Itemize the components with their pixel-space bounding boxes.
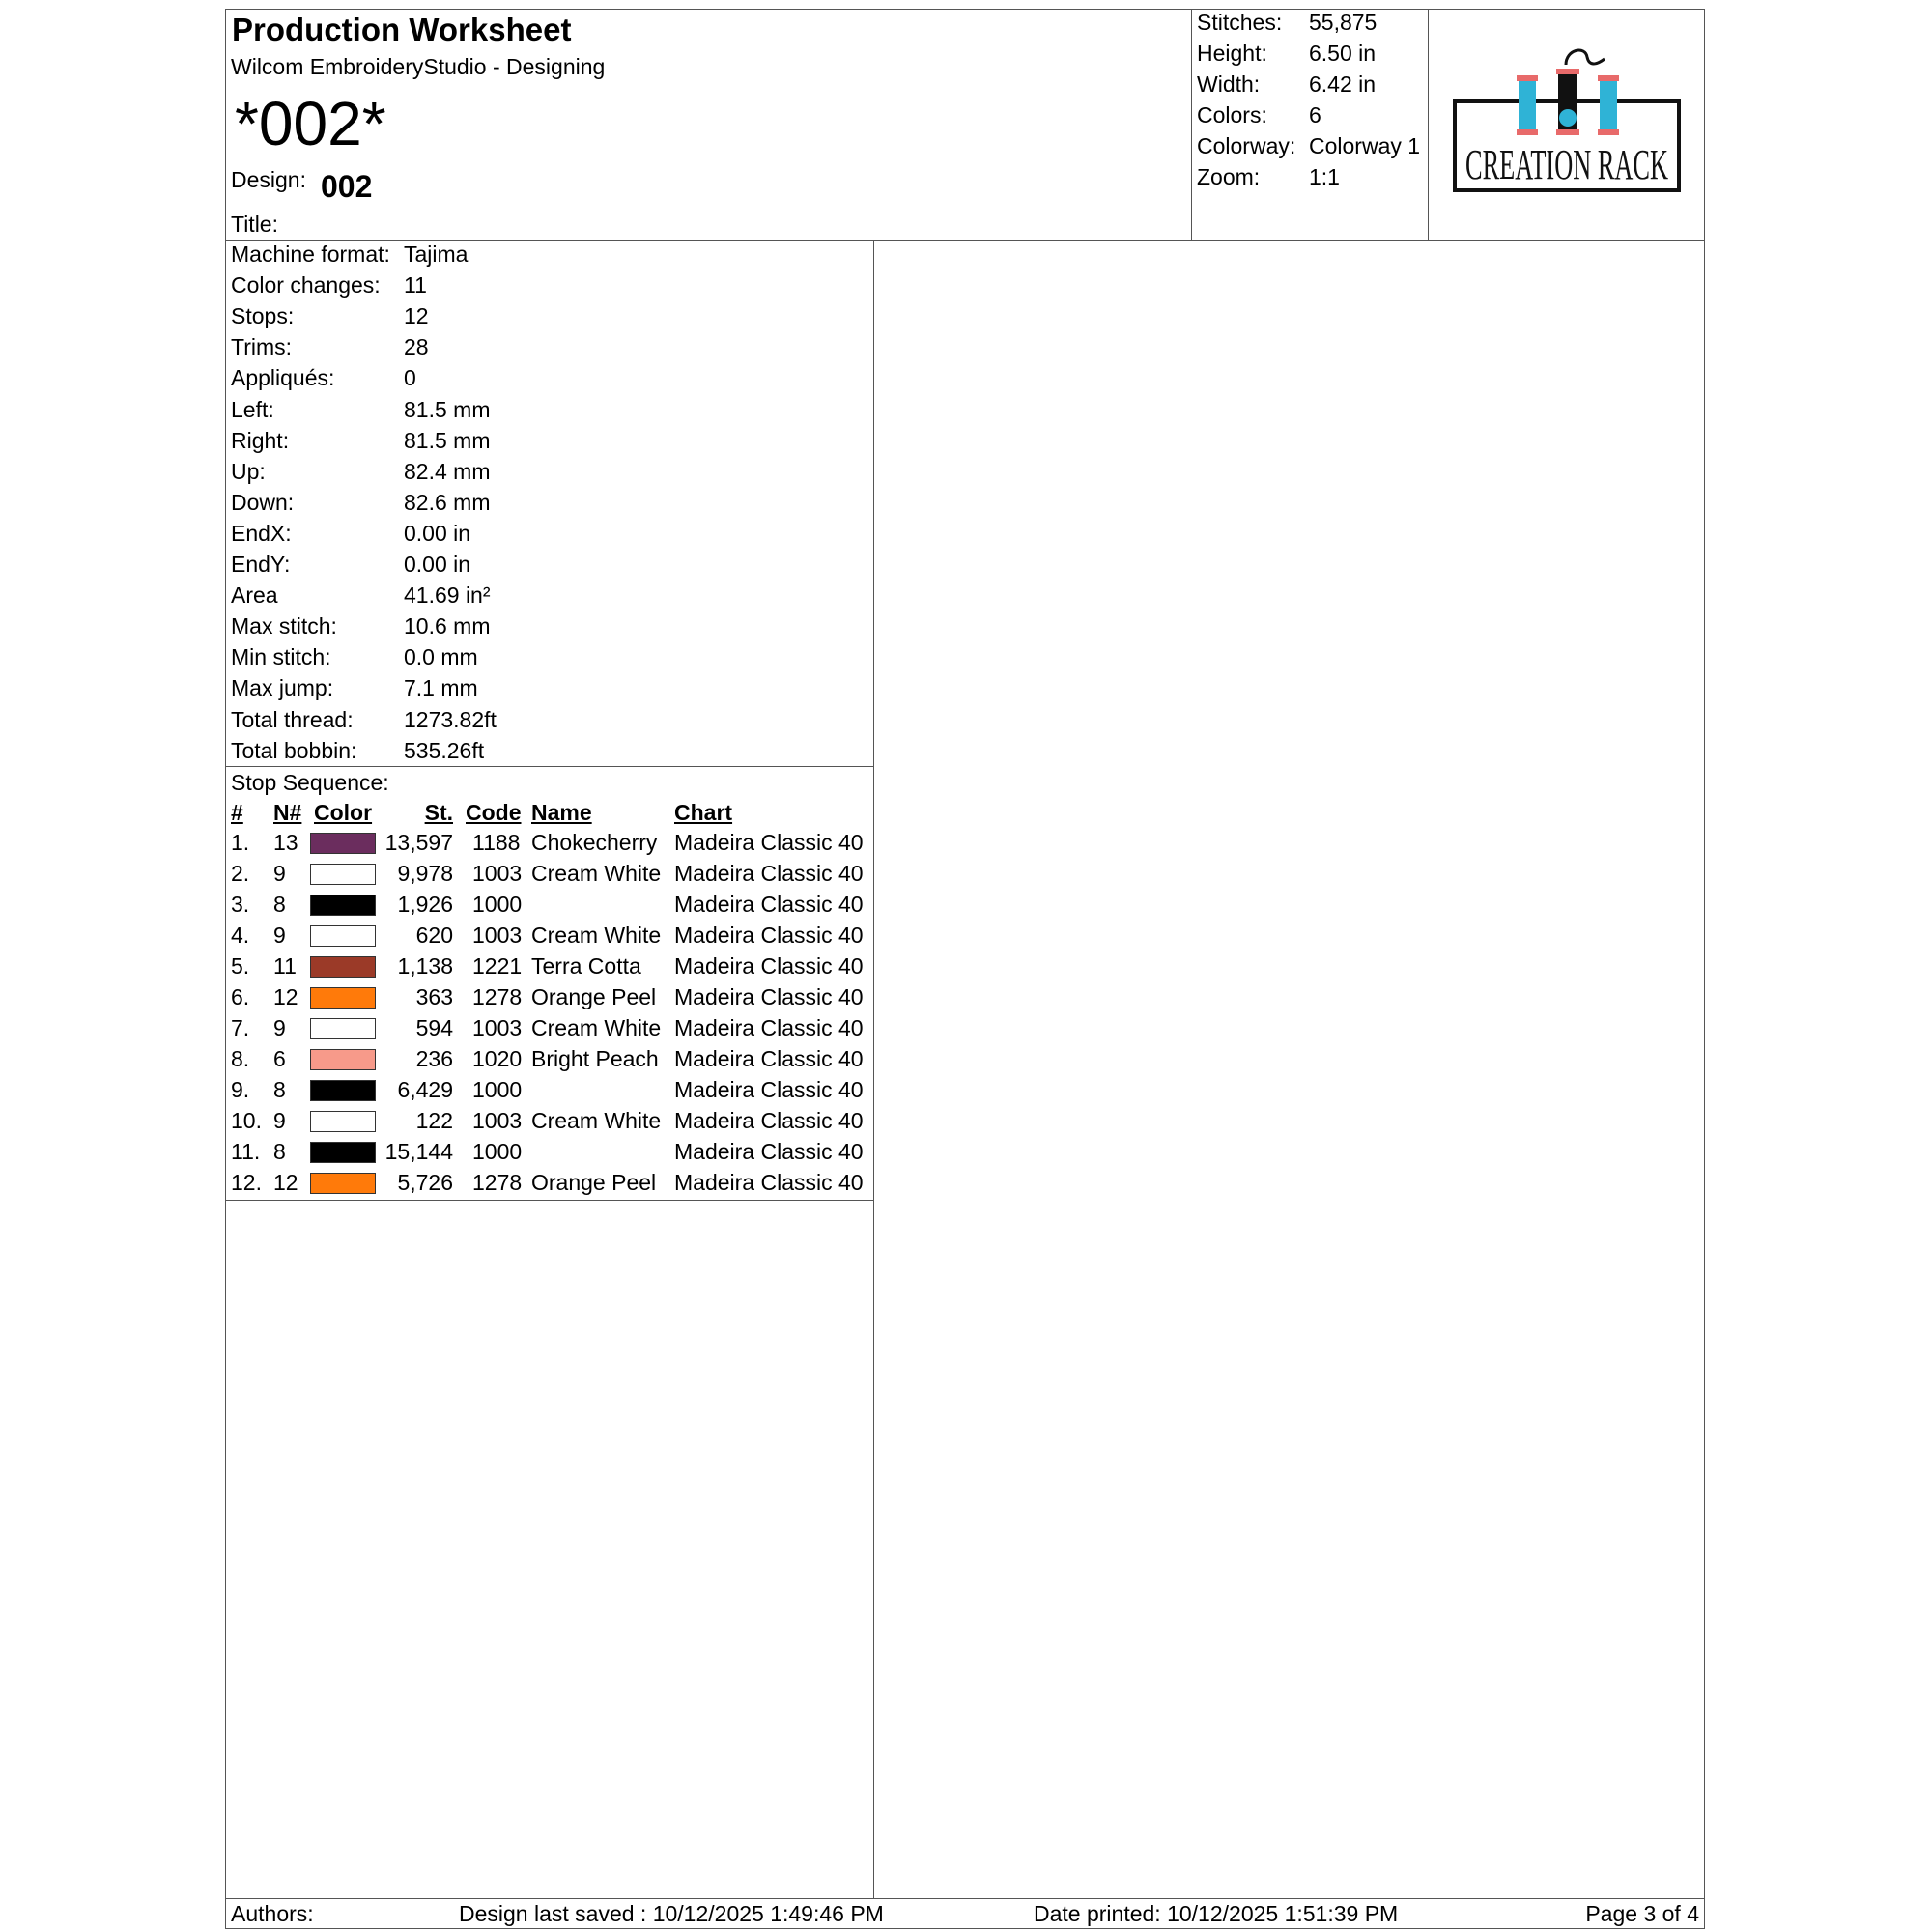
- creation-rack-logo: [1452, 43, 1684, 198]
- row-needle: 9: [273, 923, 286, 948]
- stat-value: 1:1: [1309, 164, 1340, 189]
- row-needle: 11: [273, 953, 297, 979]
- spool-cap: [1517, 129, 1538, 135]
- info-value: 0.00 in: [404, 520, 471, 546]
- color-swatch: [310, 925, 376, 947]
- software-subtitle: Wilcom EmbroideryStudio - Designing: [231, 54, 606, 79]
- worksheet-title: Production Worksheet: [232, 12, 572, 47]
- row-chart: Madeira Classic 40: [674, 861, 864, 886]
- info-label: Up:: [231, 458, 266, 484]
- row-number: 6.: [231, 984, 250, 1009]
- info-label: Max stitch:: [231, 613, 337, 639]
- info-value: 81.5 mm: [404, 427, 491, 453]
- row-chart: Madeira Classic 40: [674, 984, 864, 1009]
- stat-label: Height:: [1197, 41, 1267, 66]
- row-number: 3.: [231, 892, 250, 917]
- row-stitches: 15,144: [384, 1139, 453, 1164]
- row-needle: 9: [273, 1015, 286, 1040]
- stat-value: Colorway 1: [1309, 133, 1421, 158]
- row-needle: 12: [273, 1170, 298, 1195]
- header-stitches: St.: [424, 800, 453, 825]
- stat-value: 6: [1309, 102, 1321, 128]
- title-label: Title:: [231, 212, 278, 237]
- row-code: 1278: [472, 1170, 523, 1195]
- left-column-divider: [873, 241, 874, 1898]
- row-needle: 6: [273, 1046, 286, 1071]
- row-code: 1003: [472, 1015, 523, 1040]
- row-stitches: 122: [415, 1108, 453, 1133]
- row-code: 1000: [472, 1077, 523, 1102]
- color-swatch: [310, 1080, 376, 1101]
- stat-value: 6.50 in: [1309, 41, 1377, 66]
- spool-cap: [1598, 75, 1619, 81]
- row-chart: Madeira Classic 40: [674, 953, 864, 979]
- info-label: Trims:: [231, 334, 293, 360]
- design-label: Design:: [231, 167, 306, 192]
- header-color: Color: [314, 800, 373, 825]
- info-label: Stops:: [231, 303, 295, 329]
- row-needle: 9: [273, 1108, 286, 1133]
- logo-divider: [1428, 9, 1429, 241]
- row-number: 4.: [231, 923, 250, 948]
- footer-page-number: Page 3 of 4: [1585, 1901, 1699, 1926]
- stop-sequence-label: Stop Sequence:: [231, 770, 389, 795]
- row-number: 7.: [231, 1015, 250, 1040]
- info-value: 11: [404, 272, 427, 298]
- info-value: 41.69 in²: [404, 582, 491, 609]
- row-chart: Madeira Classic 40: [674, 923, 864, 948]
- info-label: Appliqués:: [231, 365, 335, 391]
- row-code: 1221: [472, 953, 523, 979]
- row-stitches: 1,926: [397, 892, 453, 917]
- footer-last-saved: Design last saved : 10/12/2025 1:49:46 PM: [459, 1901, 884, 1926]
- info-value: 28: [404, 334, 429, 360]
- row-number: 8.: [231, 1046, 250, 1071]
- info-value: 0.00 in: [404, 552, 471, 577]
- row-number: 12.: [231, 1170, 262, 1195]
- row-needle: 8: [273, 1077, 286, 1102]
- color-swatch: [310, 864, 376, 885]
- header-chart: Chart: [674, 800, 733, 825]
- row-chart: Madeira Classic 40: [674, 1046, 864, 1071]
- header-name: Name: [531, 800, 592, 825]
- row-stitches: 1,138: [397, 953, 453, 979]
- info-label: Left:: [231, 396, 274, 422]
- info-value: 7.1 mm: [404, 675, 478, 701]
- thread-spools: [1517, 50, 1619, 135]
- stat-label: Stitches:: [1197, 10, 1283, 35]
- row-code: 1000: [472, 892, 523, 917]
- w-badge-icon: [1559, 109, 1577, 127]
- row-stitches: 5,726: [397, 1170, 453, 1195]
- color-swatch: [310, 833, 376, 854]
- info-label: EndY:: [231, 552, 291, 577]
- row-chart: Madeira Classic 40: [674, 1170, 864, 1195]
- row-chart: Madeira Classic 40: [674, 1077, 864, 1102]
- info-label: Color changes:: [231, 272, 381, 298]
- info-value: 82.6 mm: [404, 489, 491, 515]
- row-code: 1000: [472, 1139, 523, 1164]
- row-code: 1003: [472, 861, 523, 886]
- row-stitches: 620: [415, 923, 453, 948]
- row-chart: Madeira Classic 40: [674, 1139, 864, 1164]
- row-thread-name: Cream White: [531, 1015, 662, 1040]
- color-swatch: [310, 1111, 376, 1132]
- row-stitches: 236: [415, 1046, 453, 1071]
- row-code: 1020: [472, 1046, 523, 1071]
- row-number: 11.: [231, 1139, 261, 1164]
- stat-label: Width:: [1197, 71, 1261, 97]
- row-number: 5.: [231, 953, 250, 979]
- color-swatch: [310, 895, 376, 916]
- row-needle: 13: [273, 830, 298, 855]
- row-code: 1188: [472, 830, 521, 855]
- row-code: 1003: [472, 1108, 523, 1133]
- row-thread-name: Orange Peel: [531, 984, 657, 1009]
- row-needle: 12: [273, 984, 298, 1009]
- stats-divider: [1191, 9, 1192, 241]
- row-thread-name: Cream White: [531, 861, 662, 886]
- needle-thread-icon: [1566, 50, 1605, 65]
- header-code: Code: [466, 800, 522, 825]
- row-number: 9.: [231, 1077, 250, 1102]
- stat-label: Colors:: [1197, 102, 1267, 128]
- info-label: EndX:: [231, 520, 292, 546]
- color-swatch: [310, 956, 376, 978]
- row-chart: Madeira Classic 40: [674, 1108, 864, 1133]
- stat-label: Zoom:: [1197, 164, 1261, 189]
- row-stitches: 9,978: [397, 861, 453, 886]
- row-number: 1.: [231, 830, 250, 855]
- color-swatch: [310, 1142, 376, 1163]
- row-number: 10.: [231, 1108, 262, 1133]
- stat-value: 6.42 in: [1309, 71, 1377, 97]
- info-value: 12: [404, 303, 429, 329]
- info-label: Min stitch:: [231, 644, 331, 670]
- info-value: 0.0 mm: [404, 644, 478, 670]
- row-thread-name: Terra Cotta: [531, 953, 641, 979]
- row-stitches: 13,597: [384, 830, 453, 855]
- footer-authors: Authors:: [231, 1901, 314, 1926]
- row-code: 1278: [472, 984, 523, 1009]
- info-label: Down:: [231, 489, 295, 515]
- header-divider: [225, 240, 1705, 241]
- row-needle: 9: [273, 861, 286, 886]
- color-swatch: [310, 987, 376, 1009]
- design-barcode-text: *002*: [235, 89, 386, 158]
- info-value: 10.6 mm: [404, 613, 491, 639]
- color-swatch: [310, 1049, 376, 1070]
- row-thread-name: Cream White: [531, 1108, 662, 1133]
- row-needle: 8: [273, 1139, 286, 1164]
- spool-right: [1600, 81, 1617, 129]
- design-value: 002: [321, 169, 373, 204]
- info-label: Right:: [231, 427, 290, 453]
- info-value: 82.4 mm: [404, 458, 491, 484]
- row-stitches: 6,429: [397, 1077, 453, 1102]
- row-number: 2.: [231, 861, 250, 886]
- spool-cap: [1517, 75, 1538, 81]
- info-value: 0: [404, 365, 416, 391]
- info-value: 1273.82ft: [404, 706, 497, 732]
- info-value: 81.5 mm: [404, 396, 491, 422]
- info-label: Area: [231, 582, 278, 609]
- info-value: Tajima: [404, 242, 469, 267]
- color-swatch: [310, 1173, 376, 1194]
- row-stitches: 594: [415, 1015, 453, 1040]
- stat-value: 55,875: [1309, 10, 1378, 35]
- header-needle: N#: [273, 800, 302, 825]
- spool-left: [1519, 81, 1536, 129]
- info-divider: [225, 766, 874, 767]
- spool-cap: [1556, 69, 1579, 74]
- info-label: Machine format:: [231, 242, 390, 267]
- row-code: 1003: [472, 923, 523, 948]
- header-num: #: [231, 800, 243, 825]
- row-thread-name: Bright Peach: [531, 1046, 659, 1071]
- footer-date-printed: Date printed: 10/12/2025 1:51:39 PM: [1034, 1901, 1399, 1926]
- sequence-bottom-divider: [225, 1200, 874, 1201]
- row-chart: Madeira Classic 40: [674, 830, 864, 855]
- logo-text: CREATION RACK: [1465, 141, 1669, 188]
- row-thread-name: Chokecherry: [531, 830, 658, 855]
- info-label: Total thread:: [231, 706, 354, 732]
- footer-divider: [225, 1898, 1705, 1899]
- row-needle: 8: [273, 892, 286, 917]
- row-thread-name: Cream White: [531, 923, 662, 948]
- spool-cap: [1598, 129, 1619, 135]
- info-value: 535.26ft: [404, 737, 485, 763]
- row-thread-name: Orange Peel: [531, 1170, 657, 1195]
- info-label: Max jump:: [231, 675, 334, 701]
- stat-label: Colorway:: [1197, 133, 1296, 158]
- row-chart: Madeira Classic 40: [674, 1015, 864, 1040]
- info-label: Total bobbin:: [231, 737, 357, 763]
- color-swatch: [310, 1018, 376, 1039]
- spool-cap: [1556, 129, 1579, 135]
- row-chart: Madeira Classic 40: [674, 892, 864, 917]
- row-stitches: 363: [415, 984, 453, 1009]
